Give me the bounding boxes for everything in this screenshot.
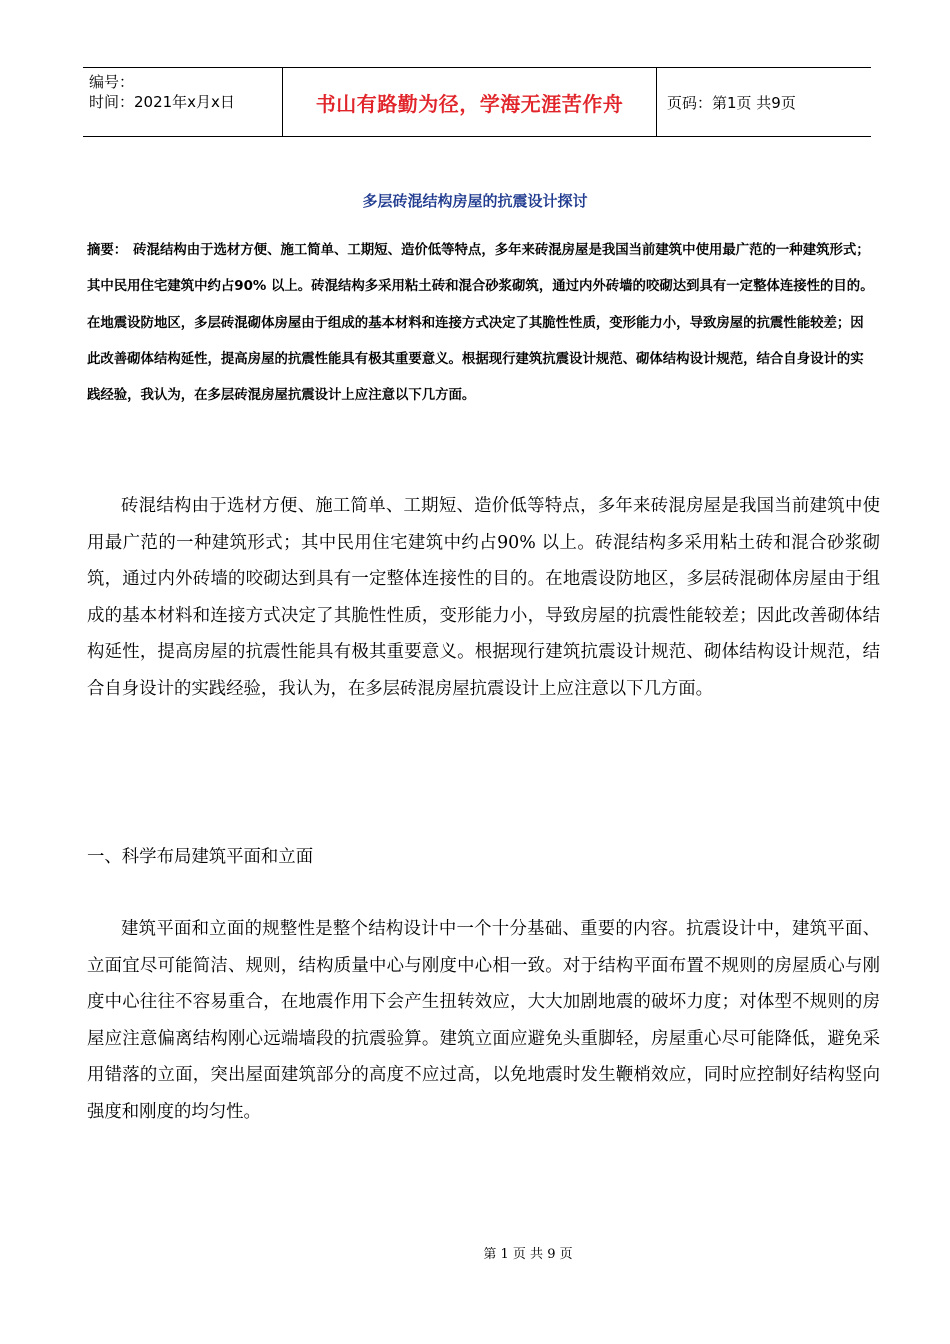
header-motto-cell bbox=[283, 68, 657, 136]
abstract-text: 砖混结构由于选材方便、施工简单、工期短、造价低等特点，多年来砖混房屋是我国当前建筑中使用最广范的一种建筑形式；其中民用住宅建筑中约占90% 以上。砖混结构多采用粘土砖和混合砂浆砌筑，通过内外砖墙的咬砌达到具有一定整体连接性的目的。在地震设防地区，多层砖混砌体房屋由于组成的基本材料和连接方式决定了其脆性性质，变形能力小，导致房屋的抗震性能较差；因此改善砌体结构延性，提高房屋的抗震性能具有极其重要意义。根据现行建筑抗震设计规范、砌体结构设计规范，结合自身设计的实践经验，我认为，在多层砖混房屋抗震设计上应注意以下几方面。 bbox=[87, 243, 874, 404]
header-motto: 书山有路勤为径，学海无涯苦作舟 bbox=[315, 91, 624, 116]
page-footer: 第 1 页 共 9 页 bbox=[483, 1247, 573, 1262]
document-time-label: 时间：2021年x月x日 bbox=[89, 93, 235, 111]
document-title: 多层砖混结构房屋的抗震设计探讨 bbox=[362, 192, 588, 210]
header-page-label: 页码：第1页 共9页 bbox=[667, 93, 796, 112]
header-meta-cell bbox=[83, 68, 283, 136]
section-heading-1: 一、科学布局建筑平面和立面 bbox=[87, 847, 314, 867]
header-page-cell bbox=[657, 68, 871, 136]
body-paragraph-2: 建筑平面和立面的规整性是整个结构设计中一个十分基础、重要的内容。抗震设计中，建筑平面、立面宜尽可能简洁、规则，结构质量中心与刚度中心相一致。对于结构平面布置不规则的房屋质心与刚度中心往往不容易重合，在地震作用下会产生扭转效应，大大加剧地震的破坏力度；对体型不规则的房屋应注意偏离结构刚心远端墙段的抗震验算。建筑立面应避免头重脚轻，房屋重心尽可能降低，避免采用错落的立面，突出屋面建筑部分的高度不应过高，以免地震时发生鞭梢效应，同时应控制好结构竖向强度和刚度的均匀性。 bbox=[87, 919, 880, 1122]
document-number-label: 编号： bbox=[89, 73, 135, 91]
body-paragraph-1: 砖混结构由于选材方便、施工简单、工期短、造价低等特点，多年来砖混房屋是我国当前建筑中使用最广范的一种建筑形式；其中民用住宅建筑中约占90% 以上。砖混结构多采用粘土砖和混合砂浆砌筑，通过内外砖墙的咬砌达到具有一定整体连接性的目的。在地震设防地区，多层砖混砌体房屋由于组成的基本材料和连接方式决定了其脆性性质，变形能力小，导致房屋的抗震性能较差；因此改善砌体结构延性，提高房屋的抗震性能具有极其重要意义。根据现行建筑抗震设计规范、砌体结构设计规范，结合自身设计的实践经验，我认为，在多层砖混房屋抗震设计上应注意以下几方面。 bbox=[87, 496, 880, 699]
document-header bbox=[83, 67, 871, 137]
abstract-block bbox=[87, 233, 877, 414]
abstract-label: 摘要： bbox=[87, 243, 128, 258]
